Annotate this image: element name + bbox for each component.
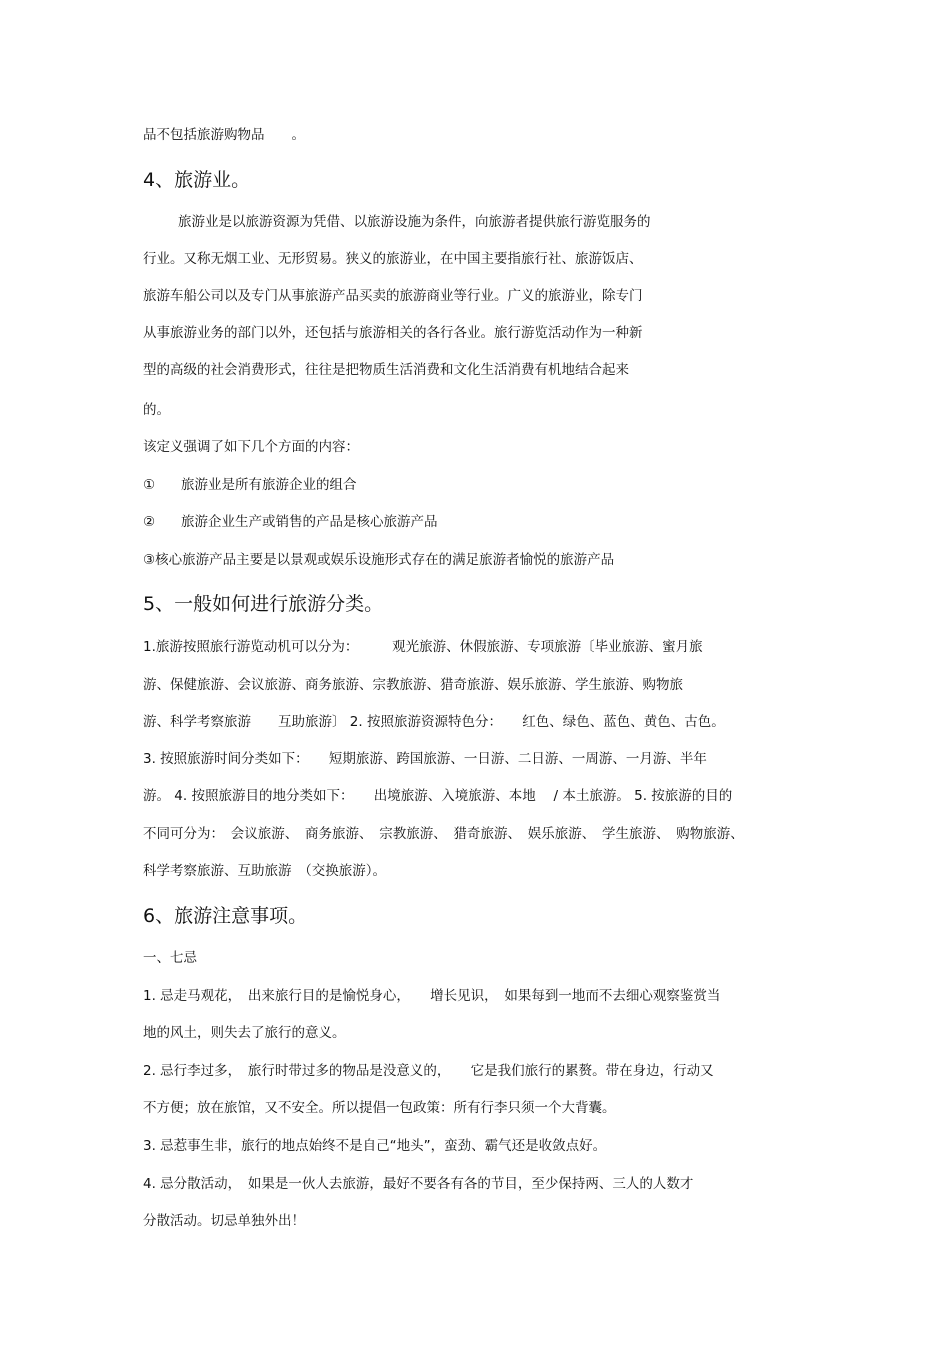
paragraph-line: 旅游车船公司以及专门从事旅游产品买卖的旅游商业等行业。广义的旅游业，除专门 [143, 288, 643, 304]
paragraph-line: 旅游业是以旅游资源为凭借、以旅游设施为条件，向旅游者提供旅行游览服务的 [178, 214, 651, 230]
paragraph-line: 的。 [143, 402, 170, 418]
list-item [143, 476, 357, 494]
list-item: ③核心旅游产品主要是以景观或娱乐设施形式存在的满足旅游者愉悦的旅游产品 [143, 552, 615, 568]
section-heading-5: 5、一般如何进行旅游分类。 [143, 593, 384, 615]
paragraph-line: 2. 忌行李过多， 旅行时带过多的物品是没意义的， 它是我们旅行的累赘。带在身边，行动又 [143, 1063, 714, 1079]
paragraph-line: 游。 4. 按照旅游目的地分类如下： 出境旅游、入境旅游、本地 / 本土旅游。 5. 按旅游的目的 [143, 788, 733, 804]
list-item-text: 旅游企业生产或销售的产品是核心旅游产品 [181, 514, 438, 530]
paragraph-line: 3. 忌惹事生非，旅行的地点始终不是自己“地头”，蛮劲、霸气还是收敛点好。 [143, 1138, 607, 1154]
paragraph-line: 型的高级的社会消费形式，往往是把物质生活消费和文化生活消费有机地结合起来 [143, 362, 629, 378]
paragraph-line: 3. 按照旅游时间分类如下： 短期旅游、跨国旅游、一日游、二日游、一周游、一月游、半年 [143, 751, 707, 767]
paragraph-line: 不同可分为： 会议旅游、 商务旅游、 宗教旅游、 猎奇旅游、 娱乐旅游、 学生旅游、 购物旅游、 [143, 826, 744, 842]
paragraph-line: 地的风土，则失去了旅行的意义。 [143, 1025, 346, 1041]
section-heading-6: 6、旅游注意事项。 [143, 905, 308, 927]
paragraph-line: 科学考察旅游、互助旅游 （交换旅游）。 [143, 863, 386, 879]
paragraph-line: 1.旅游按照旅行游览动机可以分为： 观光旅游、休假旅游、专项旅游〔毕业旅游、蜜月旅 [143, 639, 703, 655]
list-marker: ① [143, 477, 156, 493]
paragraph-line: 行业。又称无烟工业、无形贸易。狭义的旅游业，在中国主要指旅行社、旅游饭店、 [143, 251, 643, 267]
paragraph-line: 从事旅游业务的部门以外，还包括与旅游相关的各行各业。旅行游览活动作为一种新 [143, 325, 643, 341]
paragraph-line: 分散活动。切忌单独外出！ [143, 1213, 305, 1229]
subheading: 一、七忌 [143, 950, 197, 966]
paragraph-line: 该定义强调了如下几个方面的内容： [143, 439, 359, 455]
paragraph-line: 4. 忌分散活动， 如果是一伙人去旅游，最好不要各有各的节目，至少保持两、三人的人数才 [143, 1176, 694, 1192]
paragraph-line: 不方便；放在旅馆，又不安全。所以提倡一包政策：所有行李只须一个大背囊。 [143, 1100, 616, 1116]
list-marker: ② [143, 514, 156, 530]
section-heading-4: 4、旅游业。 [143, 169, 251, 191]
paragraph-line: 1. 忌走马观花， 出来旅行目的是愉悦身心， 增长见识， 如果每到一地而不去细心观察鉴赏当 [143, 988, 721, 1004]
list-item-text: 旅游业是所有旅游企业的组合 [181, 477, 357, 493]
paragraph-line: 游、科学考察旅游 互助旅游〕 2. 按照旅游资源特色分： 红色、绿色、蓝色、黄色、古色。 [143, 714, 725, 730]
text-line: 品不包括旅游购物品 。 [143, 127, 305, 143]
paragraph-line: 游、保健旅游、会议旅游、商务旅游、宗教旅游、猎奇旅游、娱乐旅游、学生旅游、购物旅 [143, 677, 683, 693]
list-item [143, 513, 438, 531]
